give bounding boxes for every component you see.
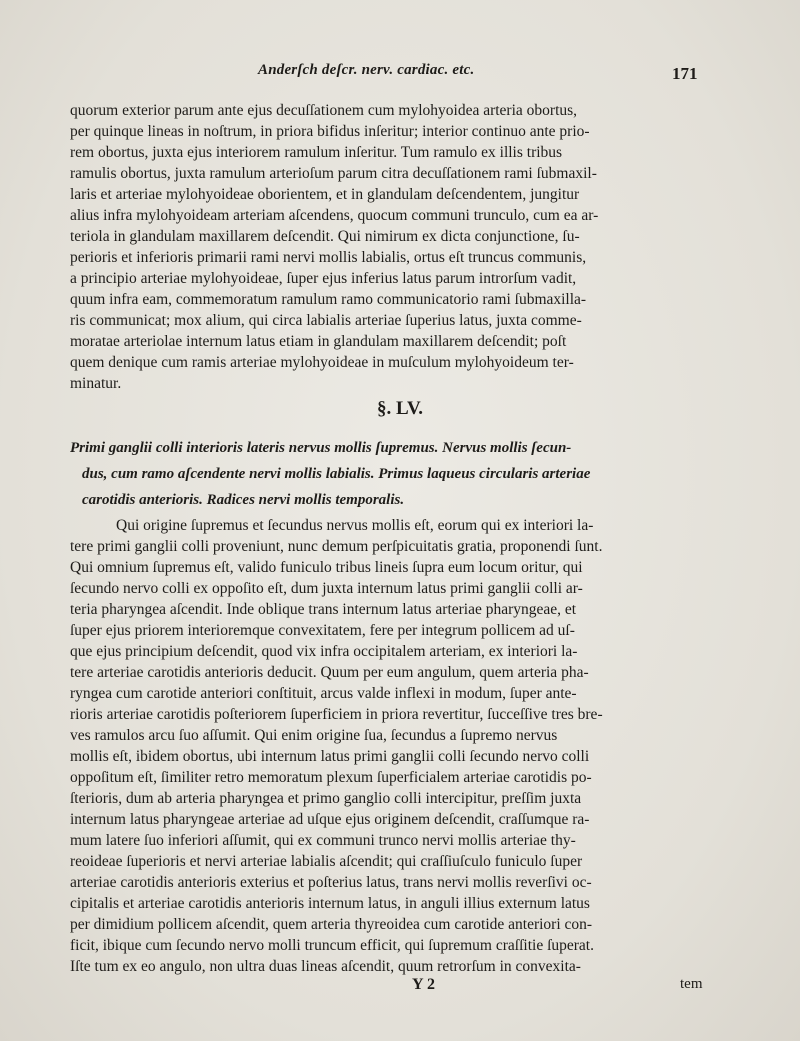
text-line: arteriae carotidis anterioris exterius et poſterius latus, trans nervi mollis reverſivi oc- — [70, 874, 592, 891]
summary-line: carotidis anterioris. Radices nervi mollis temporalis. — [82, 492, 405, 508]
text-line: minatur. — [70, 375, 122, 392]
text-line: ſuper ejus priorem interioremque convexitatem, fere per integrum pollicem ad uſ- — [70, 622, 575, 639]
text-line: internum latus pharyngeae arteriae ad uſque ejus originem deſcendit, craſſumque ra- — [70, 811, 590, 828]
text-line: rioris arteriae carotidis poſteriorem ſuperficiem in priora revertitur, ſucceſſive tres bre- — [70, 706, 603, 723]
text-line: mollis eſt, ibidem obortus, ubi internum latus primi ganglii colli ſecundo nervo colli — [70, 748, 590, 765]
text-line: per quinque lineas in noſtrum, in priora bifidus inſeritur; interior continuo ante prio- — [70, 123, 590, 140]
section-summary — [70, 435, 710, 513]
body-paragraph — [70, 515, 710, 977]
text-line: ves ramulos arcu ſuo aſſumit. Qui enim origine ſua, ſecundus a ſupremo nervus — [70, 727, 558, 744]
page-number: 171 — [672, 64, 698, 83]
text-line: per dimidium pollicem aſcendit, quem arteria thyreoidea cum carotide anteriori con- — [70, 916, 593, 933]
text-line: quum infra eam, commemoratum ramulum ramo communicatorio rami ſubmaxilla- — [70, 291, 587, 308]
text-line: ſterioris, dum ab arteria pharyngea et primo ganglio colli intercipitur, preſſim juxta — [70, 790, 582, 807]
text-line: laris et arteriae mylohyoideae oborientem, et in glandulam deſcendentem, jungitur — [70, 186, 580, 203]
text-line: rem obortus, juxta ejus interiorem ramulum inſeritur. Tum ramulo ex illis tribus — [70, 144, 563, 161]
summary-line: Primi ganglii colli interioris lateris nervus mollis ſupremus. Nervus mollis ſecun- — [70, 440, 572, 456]
signature-mark: Y 2 — [412, 976, 435, 993]
text-line: mum latere ſuo inferiori aſſumit, qui ex communi trunco nervi mollis arteriae thy- — [70, 832, 576, 849]
text-line: ris communicat; mox alium, qui circa labialis arteriae ſuperius latus, juxta comme- — [70, 312, 582, 329]
text-line: que ejus principium deſcendit, quod vix infra occipitalem arteriam, ex interiori la- — [70, 643, 578, 660]
catchword: tem — [680, 976, 703, 992]
text-line: teriola in glandulam maxillarem deſcendit. Qui nimirum ex dicta conjunctione, ſu- — [70, 228, 580, 245]
text-line: tere primi ganglii colli proveniunt, nunc demum perſpicuitatis gratia, proponendi ſunt. — [70, 538, 603, 555]
text-line: Qui omnium ſupremus eſt, valido funiculo tribus lineis ſupra eum locum oritur, qui — [70, 559, 583, 576]
text-line: ryngea cum carotide anteriori conſtituit, arcus valde inflexi in modum, ſuper ante- — [70, 685, 577, 702]
text-line: quem denique cum ramis arteriae mylohyoideae in muſculum mylohyoideum ter- — [70, 354, 574, 371]
text-line: tere arteriae carotidis anterioris deducit. Quum per eum angulum, quem arteria pha- — [70, 664, 589, 681]
text-line: perioris et inferioris primarii rami nervi mollis labialis, ortus eſt truncus communis, — [70, 249, 587, 266]
text-line: alius infra mylohyoideam arteriam aſcendens, quocum communi trunculo, cum ea ar- — [70, 207, 599, 224]
text-line: teria pharyngea aſcendit. Inde oblique trans internum latus arteriae pharyngeae, et — [70, 601, 577, 618]
text-line: moratae arteriolae internum latus etiam in glandulam maxillarem deſcendit; poſt — [70, 333, 567, 350]
text-line: ſecundo nervo colli ex oppoſito eſt, dum juxta internum latus primi ganglii colli ar- — [70, 580, 583, 597]
text-line: cipitalis et arteriae carotidis anterioris internum latus, in anguli illius externum latus — [70, 895, 590, 912]
section-heading: §. LV. — [377, 398, 423, 419]
text-line: reoideae ſuperioris et nervi arteriae labialis aſcendit; qui craſſiuſculo funiculo ſuper — [70, 853, 583, 870]
summary-line: dus, cum ramo aſcendente nervi mollis labialis. Primus laqueus circularis arteriae — [82, 466, 591, 482]
running-head: Anderſch deſcr. nerv. cardiac. etc. — [258, 62, 475, 78]
text-line: Qui origine ſupremus et ſecundus nervus mollis eſt, eorum qui ex interiori la- — [116, 517, 594, 534]
continuation-paragraph — [70, 100, 710, 394]
text-line: a principio arteriae mylohyoideae, ſuper ejus inferius latus parum introrſum vadit, — [70, 270, 577, 287]
text-line: ramulis obortus, juxta ramulum arterioſum parum citra decuſſationem rami ſubmaxil- — [70, 165, 597, 182]
text-line: oppoſitum eſt, ſimiliter retro memoratum plexum ſuperficialem arteriae carotidis po- — [70, 769, 592, 786]
text-line: quorum exterior parum ante ejus decuſſationem cum mylohyoidea arteria obortus, — [70, 102, 578, 119]
text-line: Iſte tum ex eo angulo, non ultra duas lineas aſcendit, quum retrorſum in convexita- — [70, 958, 581, 975]
text-line: ficit, ibique cum ſecundo nervo molli truncum efficit, qui ſupremum craſſitie ſuperat. — [70, 937, 594, 954]
